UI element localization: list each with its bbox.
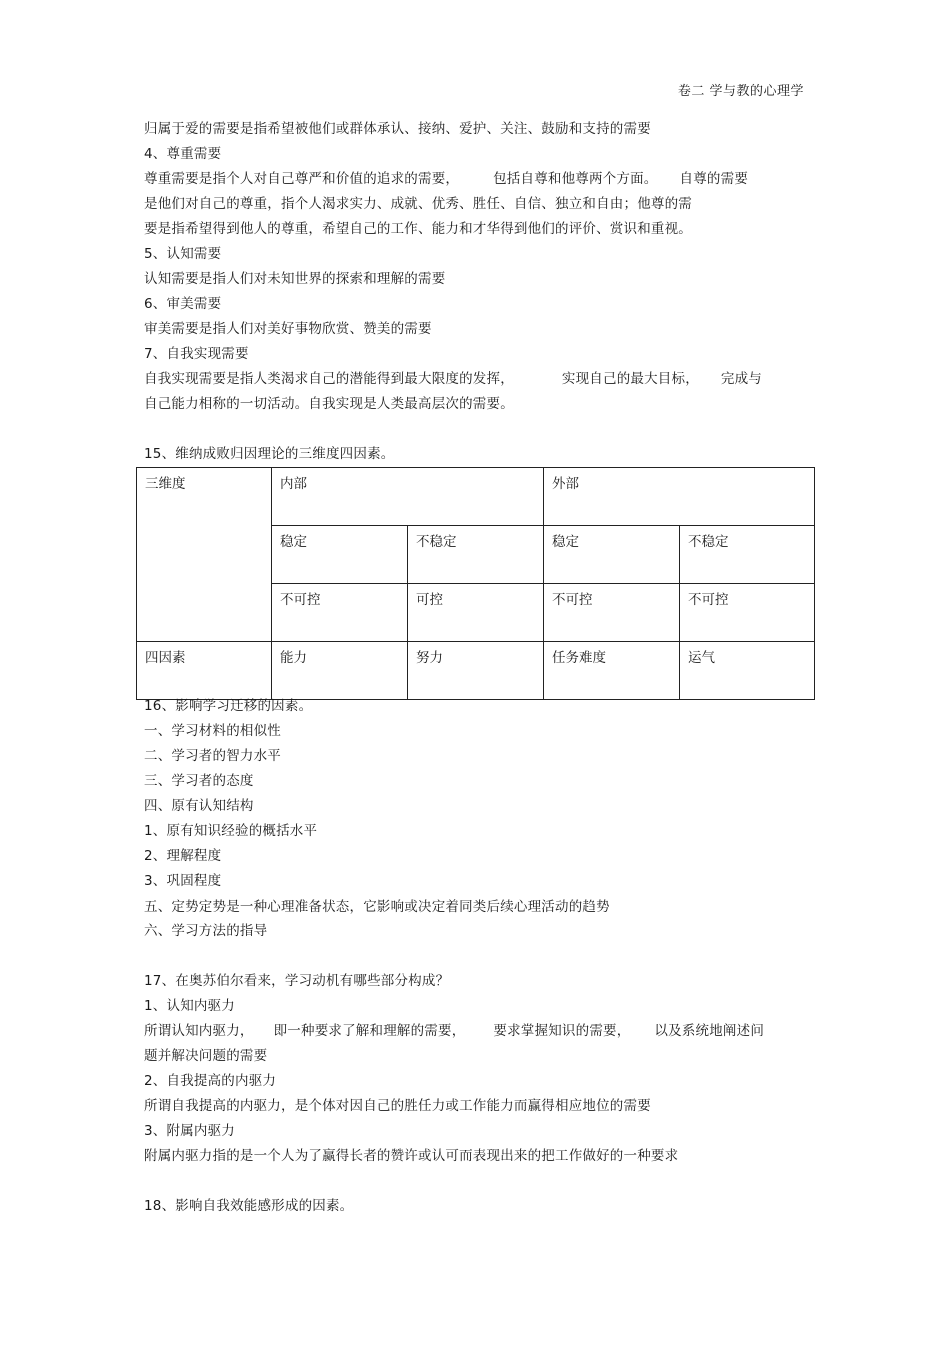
cog-l1-part-b: 即一种要求了解和理解的需要， — [273, 1023, 466, 1039]
list-item: 五、定势定势是一种心理准备状态，它影响或决定着同类后续心理活动的趋势 — [144, 899, 610, 915]
internal-header-cell: 内部 — [272, 468, 544, 526]
aesthetic-need-heading: 6、审美需要 — [144, 296, 222, 312]
table-cell: 不可控 — [544, 584, 680, 642]
self-actualization-line-2: 自己能力相称的一切活动。自我实现是人类最高层次的需要。 — [144, 396, 514, 412]
list-item: 2、理解程度 — [144, 848, 222, 864]
cognitive-drive-line-2: 题并解决问题的需要 — [144, 1048, 268, 1064]
list-item: 一、学习材料的相似性 — [144, 723, 281, 739]
table-cell: 不稳定 — [680, 526, 815, 584]
table-cell: 不可控 — [272, 584, 408, 642]
attribution-table — [136, 467, 815, 700]
table-cell: 不可控 — [680, 584, 815, 642]
esteem-l1-part-c: 自尊的需要 — [679, 171, 749, 187]
affiliative-drive-text: 附属内驱力指的是一个人为了赢得长者的赞许或认可而表现出来的把工作做好的一种要求 — [144, 1148, 679, 1164]
list-item: 3、巩固程度 — [144, 873, 222, 889]
cognitive-drive-heading: 1、认知内驱力 — [144, 998, 235, 1014]
ego-drive-heading: 2、自我提高的内驱力 — [144, 1073, 277, 1089]
cognitive-drive-line-1 — [144, 1022, 764, 1040]
table-cell: 可控 — [408, 584, 544, 642]
table-cell: 任务难度 — [544, 642, 680, 700]
cog-l1-part-c: 要求掌握知识的需要， — [493, 1023, 631, 1039]
table-cell: 努力 — [408, 642, 544, 700]
motivation-heading: 17、在奥苏伯尔看来，学习动机有哪些部分构成？ — [144, 973, 450, 989]
dimension-label-cell: 三维度 — [137, 468, 272, 642]
table-cell: 稳定 — [272, 526, 408, 584]
list-item: 四、原有认知结构 — [144, 798, 254, 814]
cog-l1-part-a: 所谓认知内驱力， — [144, 1023, 254, 1039]
self-l1-part-a: 自我实现需要是指人类渴求自己的潜能得到最大限度的发挥， — [144, 371, 514, 387]
esteem-need-line-3: 要是指希望得到他人的尊重，希望自己的工作、能力和才华得到他们的评价、赏识和重视。 — [144, 221, 692, 237]
list-item: 六、学习方法的指导 — [144, 923, 268, 939]
cognitive-need-text: 认知需要是指人们对未知世界的探索和理解的需要 — [144, 271, 446, 287]
table-cell: 稳定 — [544, 526, 680, 584]
factor-label-cell: 四因素 — [137, 642, 272, 700]
transfer-factors-heading: 16、影响学习迁移的因素。 — [144, 698, 313, 714]
table-cell: 能力 — [272, 642, 408, 700]
list-item: 二、学习者的智力水平 — [144, 748, 281, 764]
esteem-need-line-2: 是他们对自己的尊重，指个人渴求实力、成就、优秀、胜任、自信、独立和自由；他尊的需 — [144, 196, 692, 212]
aesthetic-need-text: 审美需要是指人们对美好事物欣赏、赞美的需要 — [144, 321, 432, 337]
self-efficacy-heading: 18、影响自我效能感形成的因素。 — [144, 1198, 354, 1214]
table-cell: 不稳定 — [408, 526, 544, 584]
list-item: 三、学习者的态度 — [144, 773, 254, 789]
esteem-l1-part-b: 包括自尊和他尊两个方面。 — [493, 171, 658, 187]
attribution-theory-heading: 15、维纳成败归因理论的三维度四因素。 — [144, 446, 395, 462]
self-l1-part-c: 完成与 — [720, 371, 763, 387]
affiliative-drive-heading: 3、附属内驱力 — [144, 1123, 235, 1139]
cog-l1-part-d: 以及系统地阐述问 — [654, 1023, 765, 1039]
esteem-l1-part-a: 尊重需要是指个人对自己尊严和价值的追求的需要， — [144, 171, 460, 187]
self-actualization-heading: 7、自我实现需要 — [144, 346, 249, 362]
running-header: 卷二 学与教的心理学 — [677, 84, 804, 99]
esteem-need-heading: 4、尊重需要 — [144, 146, 222, 162]
self-actualization-line-1 — [144, 370, 762, 388]
table-row — [137, 468, 815, 526]
self-l1-part-b: 实现自己的最大目标， — [561, 371, 699, 387]
esteem-need-line-1 — [144, 170, 748, 188]
table-row — [137, 642, 815, 700]
cognitive-need-heading: 5、认知需要 — [144, 246, 222, 262]
external-header-cell: 外部 — [544, 468, 815, 526]
ego-drive-text: 所谓自我提高的内驱力，是个体对因自己的胜任力或工作能力而赢得相应地位的需要 — [144, 1098, 651, 1114]
list-item: 1、原有知识经验的概括水平 — [144, 823, 318, 839]
belonging-need-text: 归属于爱的需要是指希望被他们或群体承认、接纳、爱护、关注、鼓励和支持的需要 — [144, 121, 651, 137]
table-cell: 运气 — [680, 642, 815, 700]
